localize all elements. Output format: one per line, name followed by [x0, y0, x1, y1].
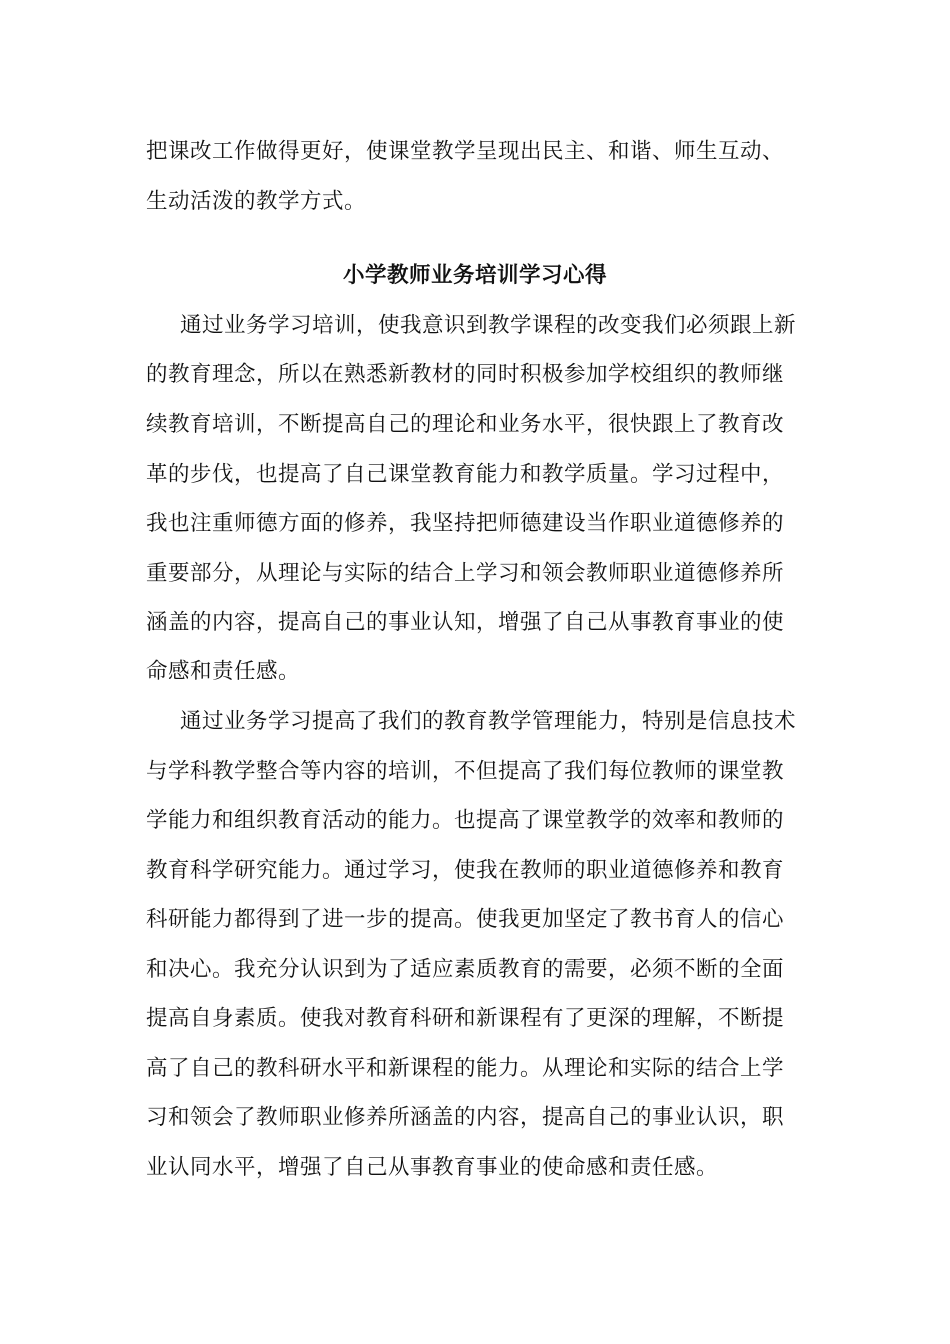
- paragraph-1-line-1: 通过业务学习培训，使我意识到教学课程的改变我们必须跟上新: [180, 313, 797, 338]
- paragraph-2-line-4: 教育科学研究能力。通过学习，使我在教师的职业道德修养和教育: [146, 858, 785, 883]
- paragraph-2-line-10: 业认同水平，增强了自己从事教育事业的使命感和责任感。: [146, 1155, 719, 1180]
- paragraph-2-line-3: 学能力和组织教育活动的能力。也提高了课堂教学的效率和教师的: [146, 808, 785, 833]
- paragraph-1-line-3: 续教育培训，不断提高自己的理论和业务水平，很快跟上了教育改: [146, 412, 785, 437]
- paragraph-2-line-2: 与学科教学整合等内容的培训，不但提高了我们每位教师的课堂教: [146, 759, 785, 784]
- intro-line-2: 生动活泼的教学方式。: [146, 189, 367, 214]
- paragraph-1-line-6: 重要部分，从理论与实际的结合上学习和领会教师职业道德修养所: [146, 561, 785, 586]
- paragraph-2-line-9: 习和领会了教师职业修养所涵盖的内容，提高自己的事业认识，职: [146, 1105, 785, 1130]
- paragraph-2-line-5: 科研能力都得到了进一步的提高。使我更加坚定了教书育人的信心: [146, 907, 785, 932]
- paragraph-2-line-7: 提高自身素质。使我对教育科研和新课程有了更深的理解，不断提: [146, 1006, 785, 1031]
- paragraph-2-line-1: 通过业务学习提高了我们的教育教学管理能力，特别是信息技术: [180, 709, 797, 734]
- paragraph-1-line-7: 涵盖的内容，提高自己的事业认知，增强了自己从事教育事业的使: [146, 610, 785, 635]
- paragraph-1-line-2: 的教育理念，所以在熟悉新教材的同时积极参加学校组织的教师继: [146, 362, 785, 387]
- paragraph-1-line-5: 我也注重师德方面的修养，我坚持把师德建设当作职业道德修养的: [146, 511, 785, 536]
- intro-line-1: 把课改工作做得更好，使课堂教学呈现出民主、和谐、师生互动、: [146, 139, 785, 164]
- paragraph-2-line-8: 高了自己的教科研水平和新课程的能力。从理论和实际的结合上学: [146, 1056, 785, 1081]
- paragraph-1-line-4: 革的步伐，也提高了自己课堂教育能力和教学质量。学习过程中，: [146, 462, 785, 487]
- paragraph-1-line-8: 命感和责任感。: [146, 659, 301, 684]
- page-title: 小学教师业务培训学习心得: [342, 263, 607, 288]
- paragraph-2-line-6: 和决心。我充分认识到为了适应素质教育的需要，必须不断的全面: [146, 957, 785, 982]
